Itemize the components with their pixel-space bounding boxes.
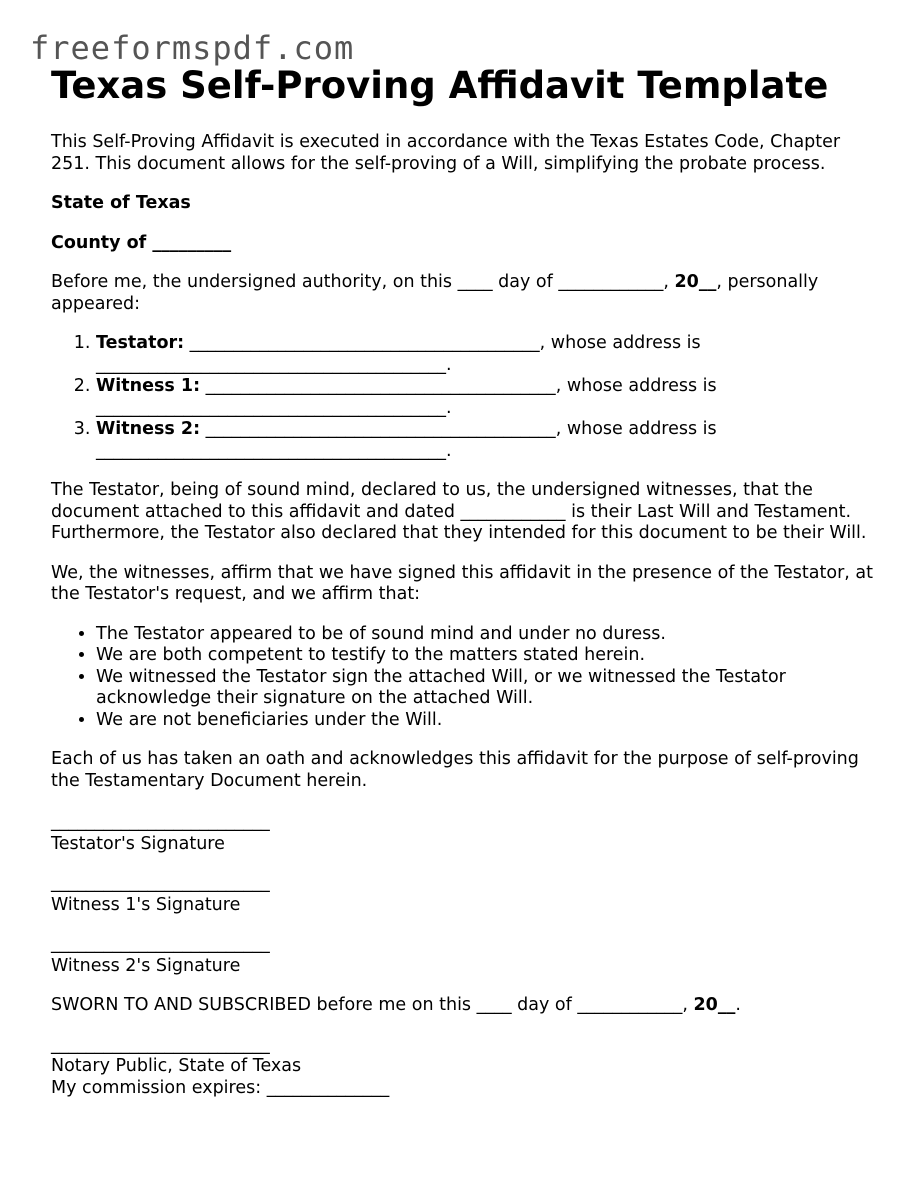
signature-label: Witness 1's Signature [51,894,241,915]
party-name-blank: ________________________________________ [200,376,556,396]
signature-line: _________________________ [51,812,270,832]
party-address: , whose address is ________________________________________. [96,419,717,461]
signature-line: _________________________ [51,873,270,893]
party-witness-2 [96,419,881,462]
sworn-text: SWORN TO AND SUBSCRIBED before me on this ____ day of ____________, [51,995,694,1015]
signature-line: _________________________ [51,934,270,954]
testator-signature-block [51,812,881,855]
before-me-year: 20__ [674,272,717,292]
notary-block [51,1035,881,1100]
witness-1-signature-block [51,873,881,916]
before-me-paragraph [51,272,881,315]
before-me-text-end: , personally appeared: [51,272,819,314]
sworn-text-end: . [735,995,741,1015]
watermark-text: freeformspdf.com [30,29,355,67]
party-testator [96,333,881,376]
affirmation-item: • We witnessed the Testator sign the attached Will, or we witnessed the Testator acknowledge their signature on the attached Will. [96,667,881,710]
party-address: , whose address is ________________________________________. [96,333,701,375]
state-heading: State of Texas [51,193,191,213]
page-title: Texas Self-Proving Affidavit Template [51,64,829,107]
party-name-blank: ________________________________________ [200,419,556,439]
party-label: Witness 1: [96,376,201,396]
affirmations-list [51,624,881,732]
signature-label: Testator's Signature [51,833,225,854]
notary-signature-line: _________________________ [51,1034,270,1055]
party-address: , whose address is ________________________________________. [96,376,717,418]
document-page [51,62,881,1099]
witness-2-signature-block [51,934,881,977]
affirmation-item: • We are not beneficiaries under the Will. [96,710,881,732]
affirmation-item: • We are both competent to testify to the matters stated herein. [96,645,881,667]
county-heading: County of _________ [51,232,232,253]
signature-label: Witness 2's Signature [51,955,241,976]
testator-paragraph: The Testator, being of sound mind, declared to us, the undersigned witnesses, that the document attached to this affidavit and dated ____________ is their Last Will and Testament. Furthermore, the Testator also declared that they intended for this document to be their Will. [51,480,867,543]
affirmation-item: • The Testator appeared to be of sound mind and under no duress. [96,624,881,646]
before-me-text: Before me, the undersigned authority, on this ____ day of ____________, [51,272,675,292]
party-label: Witness 2: [96,419,201,439]
notary-label: Notary Public, State of Texas [51,1056,302,1076]
sworn-year: 20__ [693,995,736,1015]
oath-paragraph: Each of us has taken an oath and acknowledges this affidavit for the purpose of self-proving the Testamentary Document herein. [51,749,859,791]
notary-commission: My commission expires: ______________ [51,1077,390,1098]
parties-list [51,333,881,462]
party-label: Testator: [96,333,185,353]
party-witness-1 [96,376,881,419]
intro-paragraph: This Self-Proving Affidavit is executed in accordance with the Texas Estates Code, Chapter 251. This document allows for the self-proving of a Will, simplifying the probate process. [51,132,841,174]
witness-paragraph: We, the witnesses, affirm that we have signed this affidavit in the presence of the Testator, at the Testator's request, and we affirm that: [51,562,873,604]
party-name-blank: ________________________________________ [184,333,540,353]
sworn-paragraph [51,995,881,1017]
